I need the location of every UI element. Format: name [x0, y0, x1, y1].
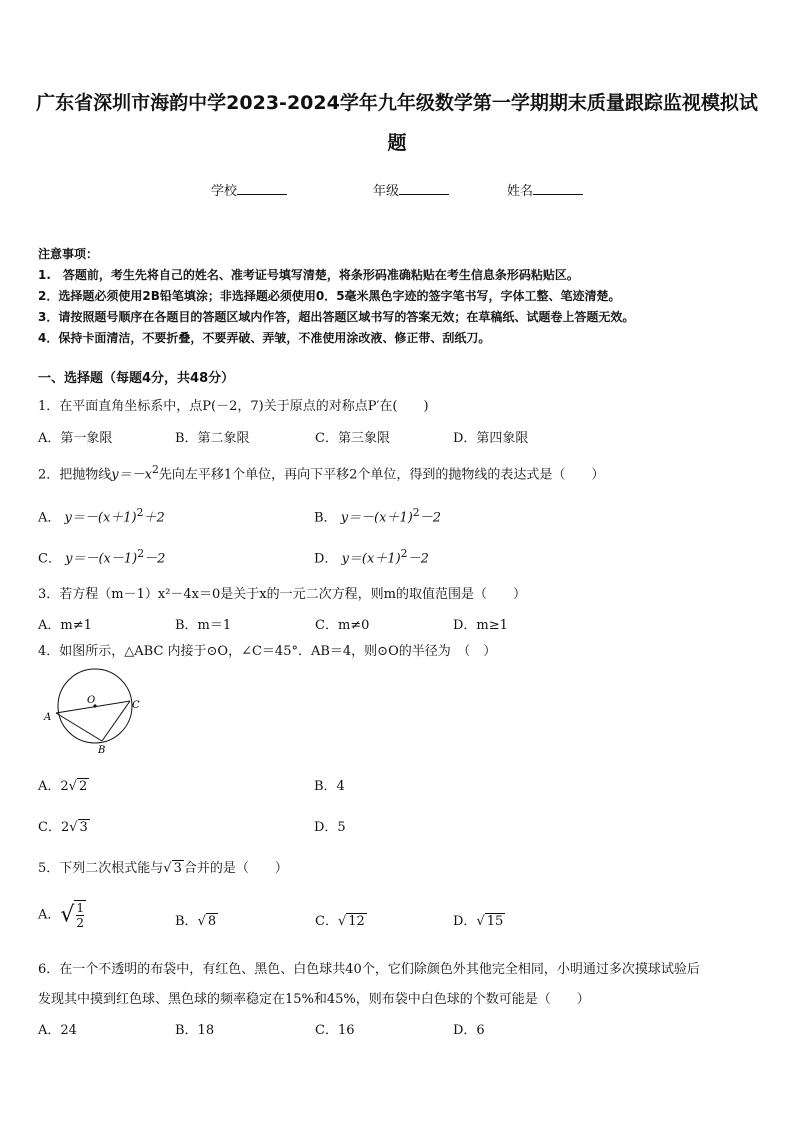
circle-figure — [40, 666, 150, 758]
q2-stem-exponent: 2 — [151, 463, 159, 476]
radicand: 12 — [348, 914, 365, 929]
option-formula-tail: －2 — [407, 551, 429, 567]
school-label: 学校 — [211, 184, 238, 199]
exam-title: 广东省深圳市海韵中学2023-2024学年九年级数学第一学期期末质量跟踪监视模拟试 — [36, 92, 758, 114]
q2-option-d — [314, 547, 429, 566]
side-bc — [102, 701, 130, 741]
option-label: B． — [175, 914, 198, 929]
denominator: 2 — [76, 916, 85, 930]
q2-option-b — [314, 506, 441, 525]
radicand: 3 — [79, 820, 88, 835]
radical-coefficient: 2 — [60, 820, 70, 835]
option-formula: y＝－(x－1) — [65, 551, 138, 567]
grade-blank — [399, 182, 449, 195]
question-4-stem: 4．如图所示，△ABC 内接于⊙O，∠C＝45°．AB＝4，则⊙O的半径为 （ ） — [38, 644, 497, 659]
q3-option-b: B．m＝1 — [175, 618, 232, 633]
option-formula-tail: －2 — [419, 510, 441, 526]
label-c: C — [132, 700, 140, 711]
q5-option-d: D．√ 15 — [453, 914, 504, 929]
label-b: B — [98, 745, 106, 756]
q2-option-c — [38, 547, 165, 566]
option-label: C． — [38, 551, 61, 567]
q1-option-c: C．第三象限 — [315, 431, 390, 446]
question-6-stem-line2: 发现其中摸到红色球、黑色球的频率稳定在15%和45%，则布袋中白色球的个数可能是（ ） — [38, 992, 590, 1007]
radicand: 2 — [78, 779, 88, 794]
q5-stem-text-rest: 合并的是（ ） — [183, 861, 288, 876]
exam-title-continued: 题 — [387, 132, 407, 154]
q4-option-d: D．5 — [314, 820, 346, 835]
q4-option-a: A．2√ 2 — [38, 779, 88, 794]
option-label: D． — [314, 551, 338, 567]
radicand: 15 — [486, 914, 504, 929]
option-formula: y＝(x＋1) — [341, 551, 401, 567]
question-1-stem: 1．在平面直角坐标系中，点P(－2，7)关于原点的对称点P′在( ) — [38, 399, 429, 414]
question-3-stem: 3．若方程（m－1）x²－4x＝0是关于x的一元二次方程，则m的取值范围是（ ） — [38, 587, 526, 602]
option-label: C． — [315, 914, 338, 929]
q4-option-c: C．2√ 3 — [38, 820, 88, 835]
q6-option-b: B．18 — [175, 1023, 215, 1038]
option-label: D． — [453, 914, 477, 929]
option-label: A． — [38, 510, 61, 526]
option-formula-tail: ＋2 — [143, 510, 165, 526]
q6-option-a: A．24 — [38, 1023, 77, 1038]
grade-field — [373, 180, 449, 199]
q4-option-b: B．4 — [314, 779, 345, 794]
option-formula: y＝－(x＋1) — [64, 510, 137, 526]
option-label: B． — [314, 510, 337, 526]
q3-option-c: C．m≠0 — [315, 618, 370, 633]
q2-stem-text-rest: 先向左平移1个单位，再向下平移2个单位，得到的抛物线的表达式是（ ） — [158, 467, 605, 483]
q6-option-c: C．16 — [315, 1023, 355, 1038]
q1-option-a: A．第一象限 — [38, 431, 113, 446]
q1-option-b: B．第二象限 — [175, 431, 250, 446]
note-item: 3．请按照题号顺序在各题目的答题区域内作答，超出答题区域书写的答案无效；在草稿纸、试题卷上答题无效。 — [38, 310, 635, 324]
side-ab — [56, 713, 102, 741]
name-field — [507, 180, 583, 199]
option-label: C． — [38, 820, 61, 835]
q5-option-c: C．√ 12 — [315, 914, 365, 929]
option-label: A． — [38, 779, 61, 794]
grade-label: 年级 — [373, 184, 400, 199]
option-label: A． — [38, 907, 61, 923]
name-label: 姓名 — [507, 184, 534, 199]
question-2-stem — [38, 463, 604, 482]
note-item: 2．选择题必须使用2B铅笔填涂；非选择题必须使用0．5毫米黑色字迹的签字笔书写，字体工整、笔迹清楚。 — [38, 289, 621, 303]
q5-option-b: B．√ 8 — [175, 914, 217, 929]
q5-option-a: A．√ $\frac{1}{2}$ — [38, 901, 85, 930]
numerator: 1 — [76, 901, 85, 915]
q2-stem-formula: y＝－x — [111, 467, 152, 483]
radicand: 8 — [207, 914, 217, 929]
label-a: A — [44, 712, 52, 723]
question-5-stem: 5．下列二次根式能与√ 3 合并的是（ ） — [38, 861, 288, 876]
fraction — [74, 900, 86, 930]
q3-option-a: A．m≠1 — [38, 618, 92, 633]
radicand: 3 — [173, 861, 182, 876]
option-exponent: 2 — [136, 506, 144, 519]
note-item: 4．保持卡面清洁，不要折叠，不要弄破、弄皱，不准使用涂改液、修正带、刮纸刀。 — [38, 331, 491, 345]
option-exponent: 2 — [400, 547, 408, 560]
school-field — [211, 180, 287, 199]
school-blank — [237, 182, 287, 195]
label-o: O — [87, 695, 96, 706]
q6-option-d: D．6 — [453, 1023, 485, 1038]
radical-coefficient: 2 — [60, 779, 69, 794]
q2-stem-text: 2．把抛物线 — [38, 467, 112, 483]
notes-heading: 注意事项： — [38, 247, 99, 261]
option-formula: y＝－(x＋1) — [340, 510, 413, 526]
option-formula-tail: －2 — [144, 551, 166, 567]
option-exponent: 2 — [412, 506, 420, 519]
q1-option-d: D．第四象限 — [453, 431, 529, 446]
q3-option-d: D．m≥1 — [453, 618, 508, 633]
section-title: 一、选择题（每题4分，共48分） — [38, 371, 235, 386]
name-blank — [533, 182, 583, 195]
q2-option-a — [38, 506, 165, 525]
question-6-stem-line1: 6．在一个不透明的布袋中，有红色、黑色、白色球共40个，它们除颜色外其他完全相同，小明通过多次摸球试验后 — [38, 962, 700, 977]
option-exponent: 2 — [137, 547, 145, 560]
notes-block — [38, 244, 634, 349]
q5-stem-text: 5．下列二次根式能与 — [38, 861, 164, 876]
note-item: 1. 答题前，考生先将自己的姓名、准考证号填写清楚，将条形码准确粘贴在考生信息条形码粘贴区。 — [38, 268, 579, 282]
